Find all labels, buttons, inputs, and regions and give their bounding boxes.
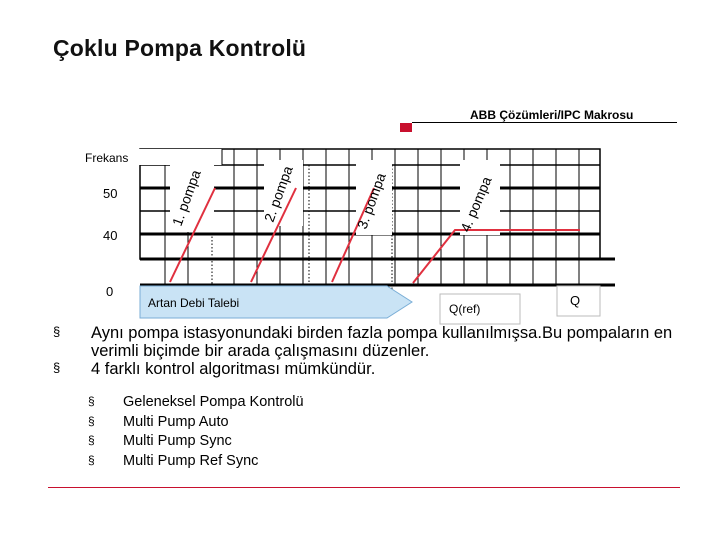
sub-bullet-item	[88, 452, 304, 472]
pump-label-1: 1. pompa	[168, 167, 204, 229]
bullet-item	[53, 360, 693, 378]
demand-arrow-label: Artan Debi Talebi	[148, 296, 240, 310]
q-label: Q	[570, 293, 581, 308]
bullet-marker: §	[88, 394, 95, 408]
qref-label: Q(ref)	[449, 302, 481, 316]
bullet-marker: §	[88, 433, 95, 447]
bullet-item	[53, 324, 693, 360]
footer-rule	[48, 487, 680, 488]
y-axis-label: Frekans	[85, 151, 129, 165]
sub-bullet-item	[88, 413, 304, 433]
sub-bullet-text: Geleneksel Pompa Kontrolü	[123, 394, 304, 410]
y-tick-40: 40	[103, 228, 118, 243]
bullet-text: Aynı pompa istasyonundaki birden fazla pompa kullanılmışsa.Bu pompaların en verimli biçimde bir arada çalışmasını düzenler.	[91, 324, 673, 360]
sub-bullet-item	[88, 393, 304, 413]
bullet-marker: §	[53, 324, 61, 339]
bullet-list	[53, 324, 693, 378]
bullet-marker: §	[53, 360, 61, 375]
slide-subtitle: ABB Çözümleri/IPC Makrosu	[470, 108, 634, 122]
sub-bullet-text: Multi Pump Auto	[123, 413, 229, 430]
pump-label-4: 4. pompa	[457, 174, 495, 235]
sub-bullet-text: Multi Pump Sync	[123, 433, 232, 449]
ramp-pump-4	[413, 230, 580, 283]
bullet-text: 4 farklı kontrol algoritması mümkündür.	[91, 360, 376, 378]
sub-bullet-item	[88, 432, 304, 452]
bullet-marker: §	[88, 452, 95, 467]
sub-bullet-text: Multi Pump Ref Sync	[123, 452, 259, 469]
pump-label-2: 2. pompa	[260, 163, 296, 225]
pump-label-3: 3. pompa	[353, 170, 389, 232]
y-tick-0: 0	[106, 284, 114, 299]
sub-bullet-list	[88, 393, 304, 471]
slide-title: Çoklu Pompa Kontrolü	[53, 35, 307, 61]
bullet-marker: §	[88, 413, 95, 428]
y-tick-50: 50	[103, 186, 118, 201]
